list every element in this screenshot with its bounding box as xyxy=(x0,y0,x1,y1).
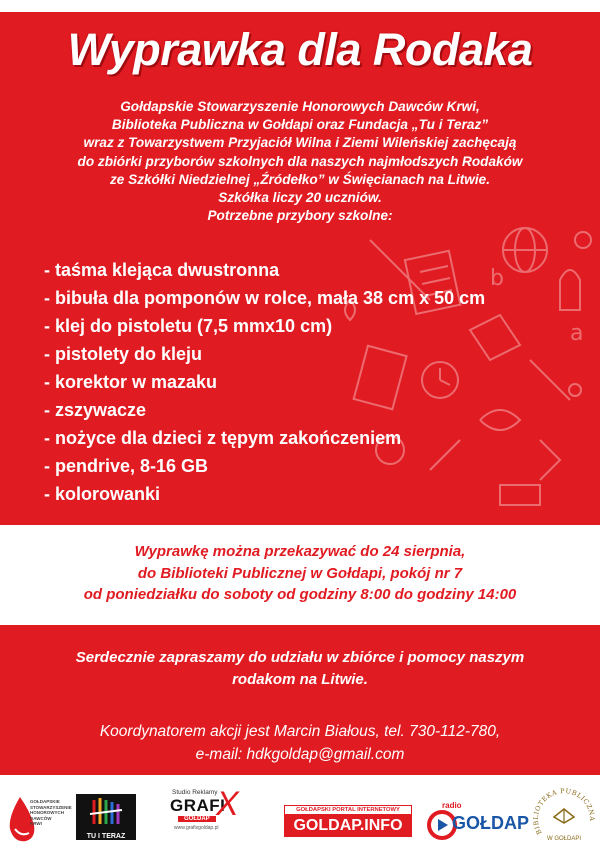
list-item: - pendrive, 8-16 GB xyxy=(44,456,209,476)
list-item: - pistolety do kleju xyxy=(44,344,203,364)
hdk-logo-line: HONOROWYCH xyxy=(30,810,64,815)
list-item: - kolorowanki xyxy=(44,484,161,504)
radio-name: GOŁDAP xyxy=(452,813,530,833)
invite-line: rodakom na Litwie. xyxy=(232,671,368,688)
delivery-text xyxy=(0,541,600,606)
svg-text:b: b xyxy=(490,266,504,291)
radio-goldap-logo[interactable] xyxy=(422,801,530,845)
tu-i-teraz-label: TU I TERAZ xyxy=(86,833,126,840)
grafix-url: www.grafixgoldap.pl xyxy=(174,825,219,831)
invite-line: Serdecznie zapraszamy do udziału w zbiórce i pomocy naszym xyxy=(75,649,525,666)
hands-icon xyxy=(76,794,136,828)
delivery-line: do Biblioteki Publicznej w Gołdapi, pokój nr 7 xyxy=(137,564,463,582)
intro-line: wraz z Towarzystwem Przyjaciół Wilna i Ziemi Wileńskiej zachęcają xyxy=(83,135,517,151)
delivery-line: Wyprawkę można przekazywać do 24 sierpnia, xyxy=(134,543,466,560)
intro-text xyxy=(40,98,560,225)
bottom-red-section xyxy=(0,625,600,775)
coordinator-email[interactable]: e-mail: hdkgoldap@gmail.com xyxy=(195,746,405,763)
page-title: Wyprawka dla Rodaka xyxy=(67,24,533,75)
portal-subtitle: GOŁDAPSKI PORTAL INTERNETOWY xyxy=(284,805,412,815)
grafix-x: X xyxy=(216,785,239,823)
list-item: - nożyce dla dzieci z tępym zakończeniem xyxy=(44,428,402,448)
list-item: - taśma klejąca dwustronna xyxy=(44,260,280,280)
biblioteka-logo[interactable] xyxy=(532,783,596,847)
hdk-logo-line: GOŁDAPSKIE xyxy=(30,799,60,804)
hdk-logo[interactable] xyxy=(6,789,72,849)
delivery-line: od poniedziałku do soboty od godziny 8:00 do godziny 14:00 xyxy=(83,586,517,603)
svg-text:BIBLIOTEKA PUBLICZNA: BIBLIOTEKA PUBLICZNA xyxy=(532,787,596,836)
sponsor-logos-bar xyxy=(0,775,600,856)
svg-text:a: a xyxy=(570,321,584,346)
grafix-logo[interactable] xyxy=(148,785,248,845)
hdk-logo-line: KRWI xyxy=(30,821,42,826)
intro-line: ze Szkółki Niedzielnej „Źródełko” w Święcianach na Litwie. xyxy=(110,171,490,187)
hdk-logo-line: STOWARZYSZENIE xyxy=(30,804,72,810)
top-border xyxy=(0,0,600,12)
radio-label: radio xyxy=(442,801,462,810)
intro-line: Gołdapskie Stowarzyszenie Honorowych Dawców Krwi, xyxy=(120,99,480,114)
portal-name: GOLDAP.INFO xyxy=(284,815,412,837)
list-item: - korektor w mazaku xyxy=(44,372,218,392)
invite-text xyxy=(0,647,600,691)
grafix-name: GRAFI xyxy=(170,796,226,815)
list-item: - klej do pistoletu (7,5 mmx10 cm) xyxy=(44,316,333,336)
supplies-list xyxy=(44,256,564,508)
intro-line: Biblioteka Publiczna w Gołdapi oraz Fundacja „Tu i Teraz” xyxy=(111,117,489,133)
apple-icon xyxy=(575,232,591,248)
grafix-subtitle: Studio Reklamy xyxy=(172,789,218,796)
goldap-info-logo[interactable] xyxy=(284,805,412,841)
list-item: - zszywacze xyxy=(44,400,147,420)
coordinator-text xyxy=(0,720,600,766)
list-item: - bibuła dla pomponów w rolce, mała 38 cm x 50 cm xyxy=(44,288,486,308)
intro-line: do zbiórki przyborów szkolnych dla naszych najmłodszych Rodaków xyxy=(77,153,523,169)
grafix-city: GOŁDAP xyxy=(178,816,216,822)
delivery-section xyxy=(0,525,600,625)
hdk-logo-line: DAWCÓW xyxy=(30,815,52,821)
tu-i-teraz-logo[interactable] xyxy=(76,794,136,840)
coordinator-line: Koordynatorem akcji jest Marcin Białous, tel. 730-112-780, xyxy=(99,723,501,740)
biblioteka-city: W GOŁDAPI xyxy=(546,836,581,842)
intro-line: Potrzebne przybory szkolne: xyxy=(207,208,393,224)
intro-line: Szkółka liczy 20 uczniów. xyxy=(218,190,382,206)
